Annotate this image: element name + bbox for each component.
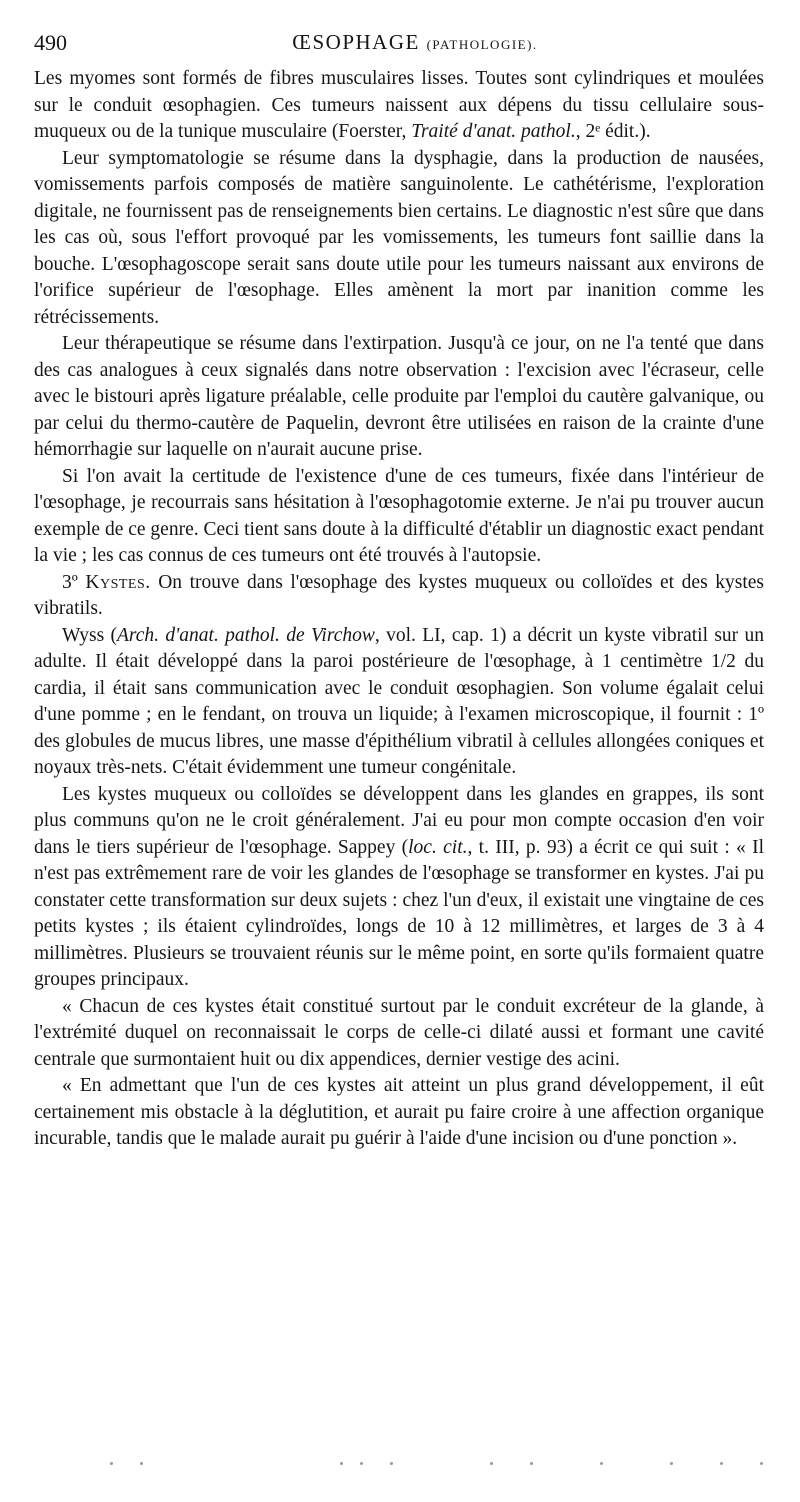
paragraph-text: Les myomes sont formés de fibres musculaires lisses. Toutes sont cylindriques et moulées sur le conduit œsophagien. Ces tumeurs naissent aux dépens du tissu cellulaire sous-muqueux ou de la tunique musculaire (Foerster,: [34, 68, 764, 142]
section-heading: Kystes.: [85, 571, 151, 593]
citation-ref: Traité d'anat. pathol.: [411, 121, 576, 142]
citation-ref: Arch. d'anat. pathol. de Virchow: [117, 624, 375, 646]
page-bottom-marks: [60, 1462, 760, 1470]
citation-ref: loc. cit.: [408, 836, 468, 858]
page-number: 490: [34, 30, 67, 55]
paragraph-text: Les kystes muqueux ou colloïdes se développent dans les glandes en grappes, ils sont plus communs qu'on ne le croit généralement. J'ai eu pour mon compte occasion d'en voir dans le tiers supérieur de l'œsophage. Sappey (: [34, 783, 764, 858]
paragraph-certitude: Si l'on avait la certitude de l'existence d'une de ces tumeurs, fixée dans l'intérieur de l'œsophage, je recourrais sans hésitation à l'œsophagotomie externe. Je n'ai pu trouver aucun exemple de ce genre. Ceci tient sans doute à la difficulté d'établir un diagnostic exact pendant la vie ; les cas connus de ces tumeurs ont été trouvés à l'autopsie.: [34, 465, 764, 566]
running-title: [34, 30, 766, 55]
paragraph-text-tail: , 2ᵉ édit.).: [575, 121, 651, 142]
body-text: [34, 66, 764, 1153]
paragraph-symptomatologie: Leur symptomatologie se résume dans la dysphagie, dans la production de nausées, vomissements parfois composés de matière sanguinolente. Le cathétérisme, l'exploration digitale, ne fournissent pas de renseignements bien certains. Le diagnostic n'est sûre que dans les cas où, sous l'effort provoqué par les vomissements, les tumeurs font saillie dans la bouche. L'œsophagoscope serait sans doute utile pour les tumeurs naissant aux environs de l'orifice supérieur de l'œsophage. Elles amènent la mort par inanition comme les rétrécissements.: [34, 147, 764, 328]
paragraph-wyss: [34, 623, 764, 782]
paragraph-kystes-muqueux: [34, 782, 764, 994]
paragraph-quote-chacun: « Chacun de ces kystes était constitué surtout par le conduit excréteur de la glande, à l'extrémité duquel on reconnaissait le corps de celle-ci dilaté aussi et formant une cavité centrale que surmontaient huit ou dix appendices, dernier vestige des acini.: [34, 995, 764, 1070]
paragraph-text-tail: , t. III, p. 93) a écrit ce qui suit : « Il n'est pas extrêmement rare de voir les glandes de l'œsophage se transformer en kystes. J'ai pu constater cette transformation sur deux sujets : chez l'un d'eux, il existait une vingtaine de ces petits kystes ; ils étaient cylindroïdes, longs de 10 à 12 millimètres, et larges de 3 à 4 millimètres. Plusieurs se trouvaient réunis sur le même point, en sorte qu'ils formaient quatre groupes principaux.: [34, 836, 764, 990]
paragraph-text: , vol. LI, cap. 1) a décrit un kyste vibratil sur un adulte. Il était développé dans la paroi postérieure de l'œsophage, à 1 centimètre 1/2 du cardia, il était sans communication avec le conduit œsophagien. Son volume égalait celui d'une pomme ; en le fendant, on trouva un liquide; à l'examen microscopique, il fournit : 1º des globules de mucus libres, une masse d'épithélium vibratil à cellules allongées coniques et noyaux très-nets. C'était évidemment une tumeur congénitale.: [34, 624, 765, 778]
paragraph-kystes: [34, 570, 764, 623]
paragraph-text: On trouve dans l'œsophage des kystes muqueux ou colloïdes et des kystes vibratils.: [34, 571, 765, 619]
paragraph-myomes: [34, 66, 764, 146]
running-header: [34, 26, 766, 62]
author-name: Wyss (: [62, 624, 117, 646]
running-title-sub: (PATHOLOGIE).: [426, 37, 538, 52]
running-title-main: ŒSOPHAGE: [292, 30, 420, 54]
section-number: 3º: [62, 571, 78, 593]
paragraph-therapeutique: Leur thérapeutique se résume dans l'extirpation. Jusqu'à ce jour, on ne l'a tenté que dans des cas analogues à ceux signalés dans notre observation : l'excision avec l'écraseur, celle avec le bistouri après ligature préalable, celle produite par l'emploi du cautère galvanique, ou par celui du thermo-cautère de Paquelin, devront être utilisées en raison de la crainte d'une hémorrhagie sur laquelle on n'aurait aucune prise.: [34, 333, 764, 460]
paragraph-quote-admettant: « En admettant que l'un de ces kystes ait atteint un plus grand développement, il eût certainement mis obstacle à la déglutition, et aurait pu faire croire à une affection organique incurable, tandis que le malade aurait pu guérir à l'aide d'une incision ou d'une ponction ».: [34, 1075, 764, 1149]
